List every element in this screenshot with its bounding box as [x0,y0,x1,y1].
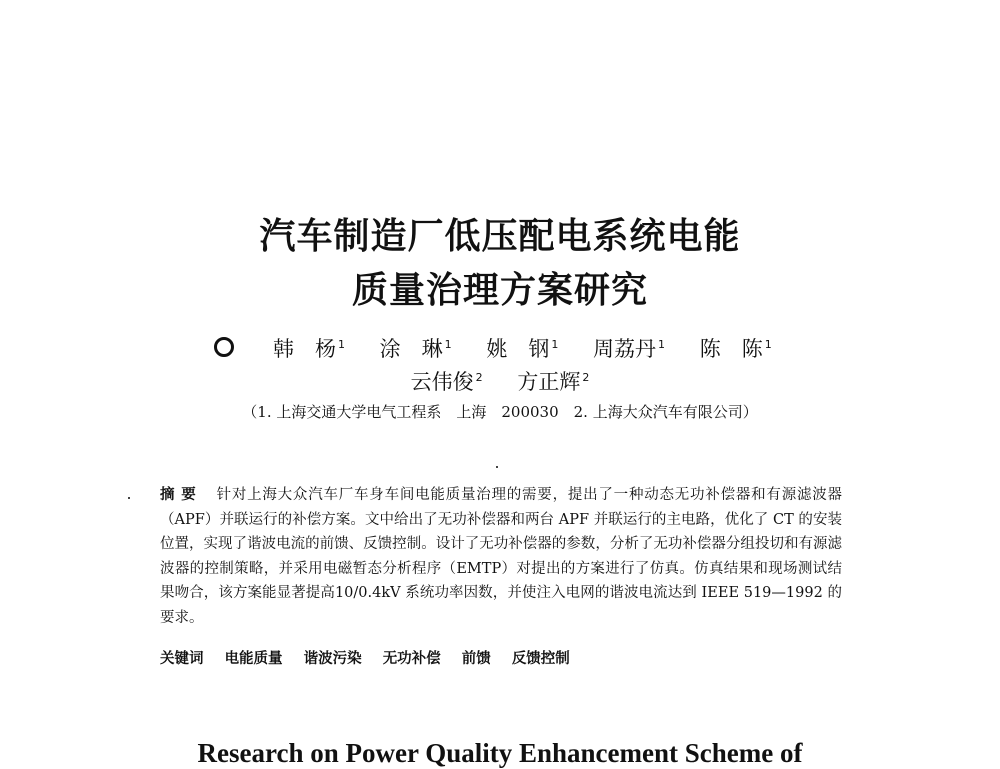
paper-title-line-1: 汽车制造厂低压配电系统电能 [259,215,741,257]
keyword: 电能质量 [224,650,283,667]
author: 韩 杨 $^1$ [272,337,345,361]
author: 云伟俊 $^2$ [410,370,483,394]
author: 方正辉 $^2$ [517,370,590,394]
keyword: 反馈控制 [511,650,570,667]
author: 周荔丹 $^1$ [593,337,666,361]
author-list-line-2 [0,366,1000,396]
circle-bullet-icon [214,337,234,357]
abstract-text: 针对上海大众汽车厂车身车间电能质量治理的需要，提出了一种动态无功补偿器和有源滤波器（APF）并联运行的补偿方案。文中给出了无功补偿器和两台 APF 并联运行的主电路，优化了 CT 的安装位置，实现了谐波电流的前馈、反馈控制。设计了无功补偿器的参数，分析了无功补偿器分组投切和有源滤波器的控制策略，并采用电磁暂态分析程序（EMTP）对提出的方案进行了仿真。仿真结果和现场测试结果吻合，该方案能显著提高10/0.4kV 系统功率因数，并使注入电网的谐波电流达到 IEEE 519—1992 的要求。 [160,487,843,626]
keywords [160,647,842,668]
keyword: 前馈 [461,650,491,667]
english-title: Research on Power Quality Enhancement Scheme of [197,738,803,768]
keyword: 谐波污染 [303,650,362,667]
keyword: 无功补偿 [382,650,441,667]
abstract [160,483,842,630]
scan-speck [496,466,498,468]
author-list-line-1 [0,333,1000,363]
scan-speck [128,497,130,499]
author: 涂 琳 $^1$ [379,337,452,361]
affiliation: （1. 上海交通大学电气工程系 上海 200030 2. 上海大众汽车有限公司） [242,403,758,421]
abstract-label: 摘要 [160,486,203,503]
paper-title-line-2: 质量治理方案研究 [351,269,648,311]
author: 陈 陈 $^1$ [699,337,772,361]
author: 姚 钢 $^1$ [486,337,559,361]
keywords-label: 关键词 [160,650,204,667]
